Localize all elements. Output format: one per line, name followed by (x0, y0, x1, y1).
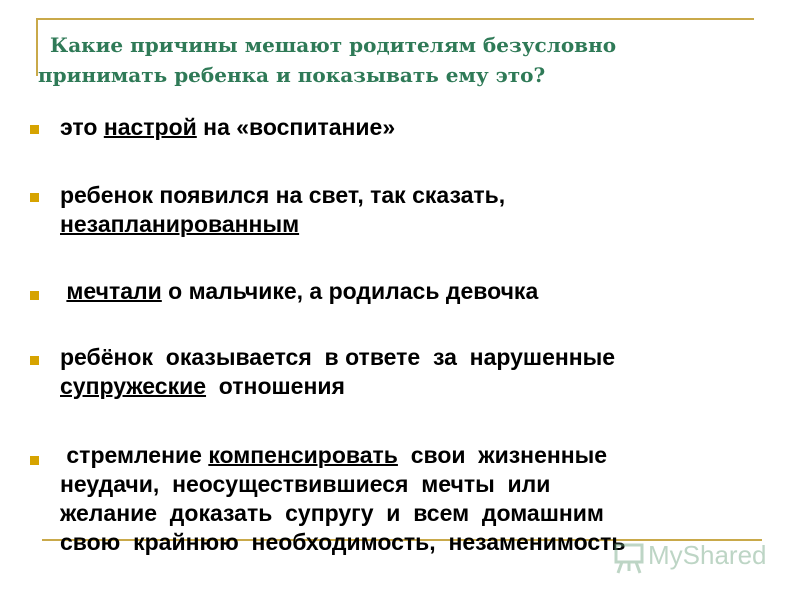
list-item (60, 277, 538, 306)
item-4-rest: отношения (206, 373, 345, 399)
list-item (60, 441, 626, 557)
item-1-part-1: это (60, 114, 104, 140)
item-1-part-3: на «воспитание» (196, 114, 396, 140)
bullet-marker (30, 125, 39, 134)
slide-board-icon (612, 540, 646, 574)
bullet-marker (30, 291, 39, 300)
item-1-part-2-underlined: настрой (103, 114, 197, 140)
item-5-line-4: свою крайнюю необходимость, незаменимость (60, 529, 626, 555)
list-item (60, 113, 395, 142)
bullet-marker (30, 193, 39, 202)
item-3-rest: о мальчике, а родилась девочка (161, 278, 539, 304)
item-4-underlined: супружеские (60, 373, 207, 399)
item-5-line-3: желание доказать супругу и всем домашним (60, 500, 604, 526)
title-line-2: принимать ребенка и показывать ему это? (38, 63, 546, 87)
bullet-marker (30, 356, 39, 365)
item-3-underlined: мечтали (66, 278, 162, 304)
item-2-line-2-underlined: незапланированным (60, 211, 300, 237)
item-5-rest: свои жизненные (397, 442, 608, 468)
item-4-line-1: ребёнок оказывается в ответе за нарушенные (60, 344, 616, 370)
list-item (60, 181, 505, 239)
list-item (60, 343, 615, 401)
title-line-1: Какие причины мешают родителям безусловно (50, 33, 617, 57)
item-2-line-1: ребенок появился на свет, так сказать, (60, 182, 506, 208)
watermark (612, 540, 772, 574)
item-5-line-2: неудачи, неосуществившиеся мечты или (60, 471, 551, 497)
bullet-marker (30, 456, 39, 465)
item-5-underlined: компенсировать (208, 442, 398, 468)
watermark-text: MyShared (648, 540, 767, 570)
item-5-lead: стремление (60, 442, 209, 468)
